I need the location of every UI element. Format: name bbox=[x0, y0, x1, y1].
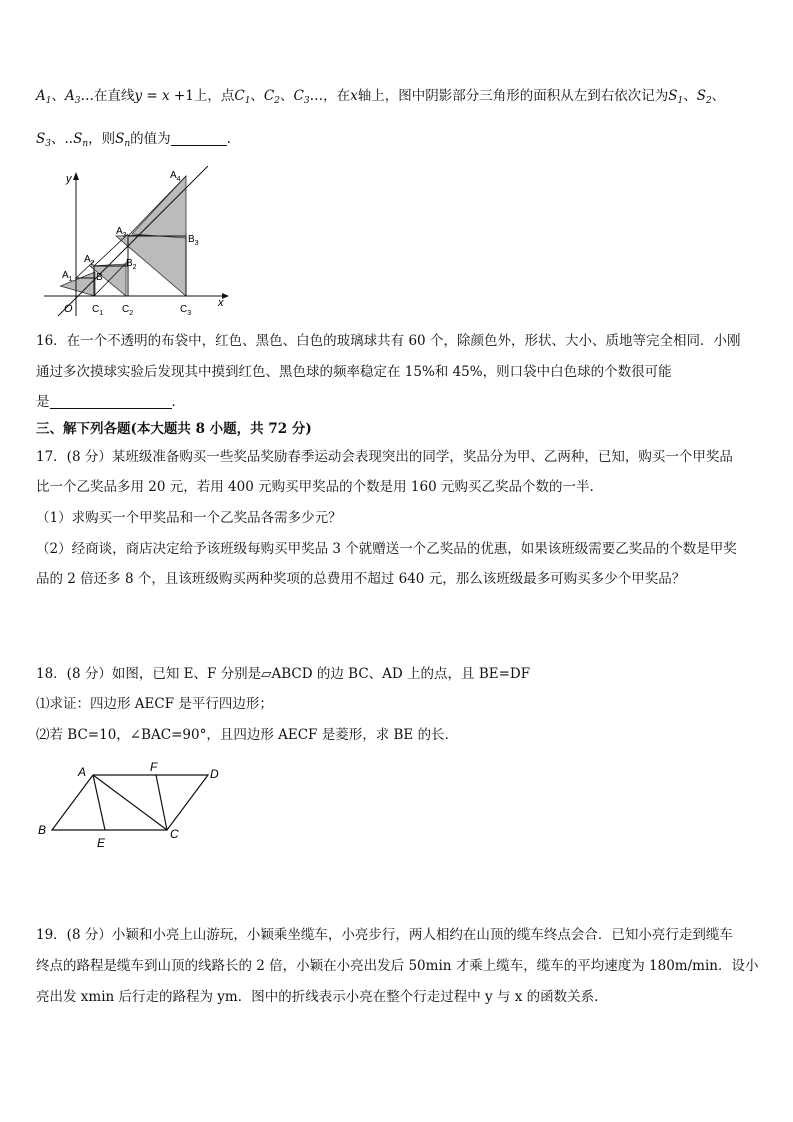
q16-line-1: 16．在一个不透明的布袋中，红色、黑色、白色的玻璃球共有 60 个，除颜色外，形状、大小、质地等完全相同．小刚 bbox=[36, 333, 741, 349]
label-o: O bbox=[64, 303, 73, 315]
q17-line-2: 比一个乙奖品多用 20 元，若用 400 元购买甲奖品的个数是用 160 元购买乙奖品个数的一半. bbox=[36, 479, 594, 495]
q15-line-1: $A_1$、$A_3\dots$在直线y = x +1上，点$C_1$、$C_2$、$C_3\dots$，在x轴上，图中阴影部分三角形的面积从左到右依次记为$S_1$、$S_2$、 bbox=[36, 88, 726, 106]
q17-line-1: 17．(8 分）某班级准备购买一些奖品奖励春季运动会表现突出的同学，奖品分为甲、乙两种，已知，购买一个甲奖品 bbox=[36, 449, 733, 465]
label-a2: $A_2$ bbox=[84, 254, 95, 267]
s1: $S_1$ bbox=[668, 88, 684, 106]
segment-ac bbox=[93, 775, 167, 830]
point-c2: $C_2$ bbox=[263, 88, 280, 106]
q15-text-2: 上，点 bbox=[193, 88, 235, 104]
s2: $S_2$ bbox=[696, 88, 712, 106]
eq-y: y bbox=[134, 88, 143, 104]
label-y: y bbox=[66, 173, 72, 185]
label-c3: $C_3$ bbox=[180, 304, 192, 317]
q15-text-1: …在直线 bbox=[80, 88, 135, 104]
answer-blank-16[interactable] bbox=[50, 394, 172, 409]
label-a1: $A_1$ bbox=[62, 270, 73, 283]
q15-text-3: …，在 bbox=[309, 88, 351, 104]
sub-sn: $S_n$ bbox=[115, 131, 131, 149]
q19-line-1: 19．(8 分）小颖和小亮上山游玩，小颖乘坐缆车，小亮步行，两人相约在山顶的缆车终点会合．已知小亮行走到缆车 bbox=[36, 927, 733, 943]
label-c2: $C_2$ bbox=[122, 304, 134, 317]
label-c: C bbox=[170, 827, 179, 841]
q15-line-2: $S_3$、$..S_n$，则$S_n$的值为 . bbox=[36, 131, 231, 149]
point-c3: $C_3$ bbox=[293, 88, 310, 106]
segment-fc bbox=[156, 775, 167, 830]
label-a3: $A_3$ bbox=[116, 226, 127, 239]
label-c1: $C_1$ bbox=[92, 304, 104, 317]
label-b2: $B_2$ bbox=[126, 258, 137, 271]
point-a1: $A_1$ bbox=[36, 88, 52, 106]
label-e: E bbox=[97, 836, 106, 850]
label-a4: $A_4$ bbox=[170, 170, 181, 183]
point-a3: $A_3$ bbox=[64, 88, 81, 106]
q16-line-2: 通过多次摸球实验后发现其中摸到红色、黑色球的频率稳定在 15%和 45%，则口袋中白色球的个数很可能 bbox=[36, 364, 672, 380]
sn: $S_n$ bbox=[73, 131, 89, 149]
q17-part-1: （1）求购买一个甲奖品和一个乙奖品各需多少元？ bbox=[36, 510, 342, 526]
eq-plus1: +1 bbox=[169, 88, 194, 104]
shaded-triangle-4 bbox=[132, 176, 186, 238]
label-d: D bbox=[210, 767, 219, 781]
q18-line-1: 18．(8 分）如图，已知 E、F 分别是▱ABCD 的边 BC、AD 上的点，且 BE=DF bbox=[36, 666, 531, 682]
q17-part-2-line-1: （2）经商谈，商店决定给予该班级每购买甲奖品 3 个就赠送一个乙奖品的优惠，如果该班级需要乙奖品的个数是甲奖 bbox=[36, 541, 737, 557]
label-f: F bbox=[150, 760, 158, 774]
eq-eq: = bbox=[142, 88, 163, 104]
q17-part-2-line-2: 品的 2 倍还多 8 个，且该班级购买两种奖项的总费用不超过 640 元，那么该班级最多可购买多少个甲奖品？ bbox=[36, 571, 686, 587]
s3: $S_3$ bbox=[36, 131, 51, 149]
q15-text-4: 轴上，图中阴影部分三角形的面积从左到右依次记为 bbox=[357, 88, 669, 104]
figure-staircase bbox=[38, 166, 238, 320]
eq-x: x bbox=[162, 88, 170, 104]
q16-line-3: 是 ． bbox=[36, 394, 185, 410]
point-c1: $C_1$ bbox=[234, 88, 251, 106]
answer-blank-15[interactable] bbox=[171, 131, 227, 146]
q18-part-1: ⑴求证：四边形 AECF 是平行四边形； bbox=[36, 696, 273, 712]
x-var: x bbox=[350, 88, 358, 104]
label-b1: B bbox=[96, 272, 103, 283]
section-3-heading: 三、解下列各题(本大题共 8 小题，共 72 分) bbox=[36, 421, 312, 437]
q19-line-3: 亮出发 xmin 后行走的路程为 ym．图中的折线表示小亮在整个行走过程中 y 与 x 的函数关系． bbox=[36, 989, 608, 1005]
label-b: B bbox=[38, 823, 47, 837]
q19-line-2: 终点的路程是缆车到山顶的线路长的 2 倍，小颖在小亮出发后 50min 才乘上缆车，缆车的平均速度为 180m/min．设小 bbox=[36, 958, 759, 974]
label-b3: $B_3$ bbox=[188, 234, 199, 247]
figure-parallelogram bbox=[36, 760, 236, 856]
label-x: x bbox=[218, 297, 224, 309]
label-a: A bbox=[78, 765, 87, 779]
q18-part-2: ⑵若 BC=10，∠BAC=90°，且四边形 AECF 是菱形，求 BE 的长． bbox=[36, 727, 459, 743]
